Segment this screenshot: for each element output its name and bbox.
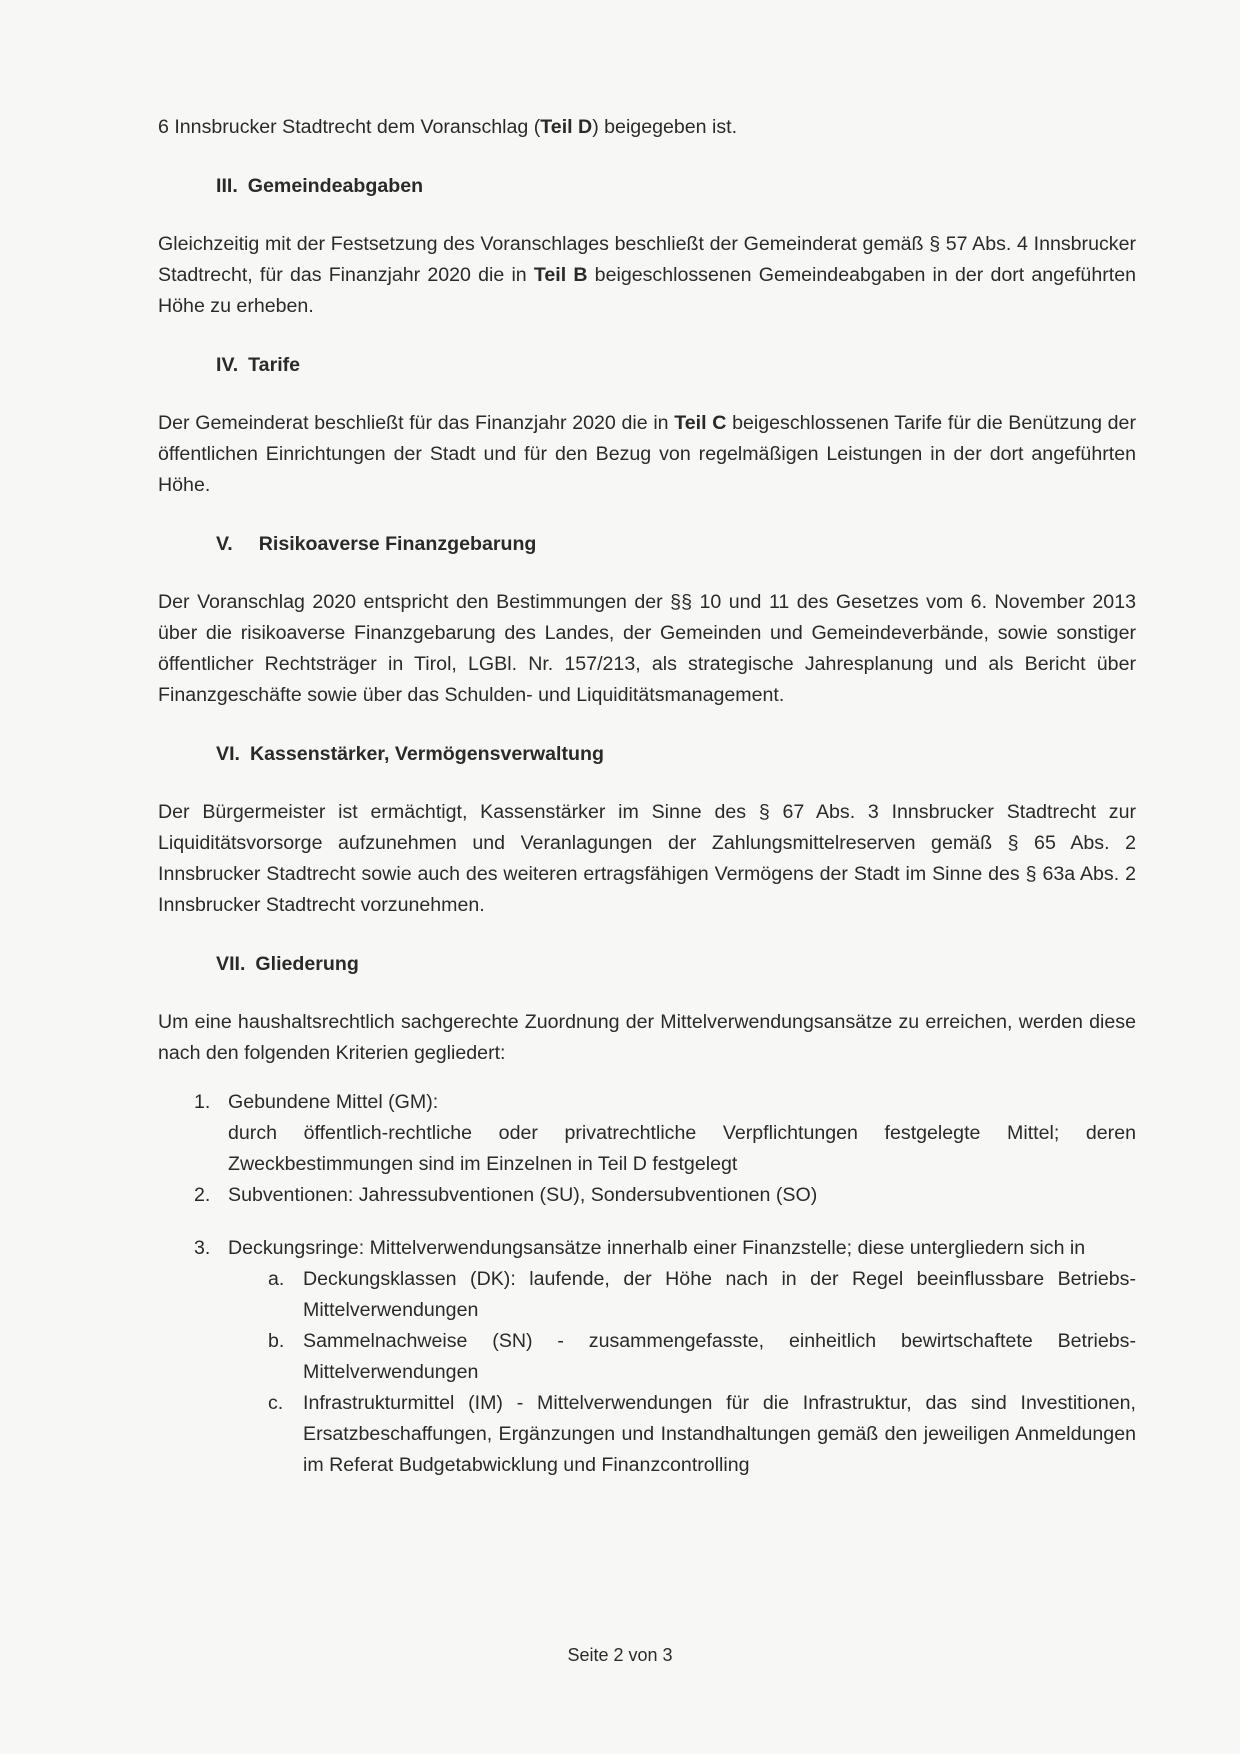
- section-heading-kassenstaerker: [216, 739, 1136, 770]
- list-item-text: Deckungsringe: Mittelverwendungsansätze innerhalb einer Finanzstelle; diese untergliedern sich in: [228, 1237, 1086, 1259]
- list-item-text: durch öffentlich-rechtliche oder privatrechtliche Verpflichtungen festgelegte Mittel; deren Zweckbestimmungen sind im Einzelnen in Teil D festgelegt: [228, 1122, 1136, 1175]
- sub-list-item: [228, 1326, 1136, 1388]
- section-number: VII.: [216, 953, 246, 975]
- section-number: VI.: [216, 743, 240, 765]
- list-item-text: Subventionen: Jahressubventionen (SU), Sondersubventionen (SO): [228, 1184, 818, 1206]
- sub-list-item: [228, 1388, 1136, 1481]
- paragraph-bold: Teil C: [674, 412, 727, 434]
- sub-list-marker: b.: [268, 1330, 285, 1352]
- intro-paragraph: [158, 112, 1136, 143]
- paragraph-bold: Teil B: [533, 264, 588, 286]
- sub-list-marker: c.: [268, 1392, 284, 1414]
- paragraph-text: Gleichzeitig mit der Festsetzung des Voranschlages beschließt der Gemeinderat gemäß § 57 Abs. 4 Innsbrucker Stadtrecht, für das Finanzjahr 2020 die in: [158, 233, 1136, 286]
- list-item: [158, 1233, 1136, 1481]
- section-paragraph-kassenstaerker: Der Bürgermeister ist ermächtigt, Kassenstärker im Sinne des § 67 Abs. 3 Innsbrucker Stadtrecht zur Liquiditätsvorsorge aufzunehmen und Veranlagungen der Zahlungsmittelreserven gemäß § 65 Abs. 2 Innsbrucker Stadtrecht sowie auch des weiteren ertragsfähigen Vermögens der Stadt im Sinne des § 63a Abs. 2 Innsbrucker Stadtrecht vorzunehmen.: [158, 801, 1136, 916]
- intro-text-bold: Teil D: [540, 116, 593, 138]
- sub-list-item-text: Sammelnachweise (SN) - zusammengefasste, einheitlich bewirtschaftete Betriebs-Mittelverwendungen: [303, 1330, 1136, 1383]
- section-paragraph-tarife: [158, 408, 1136, 501]
- section-title: Gemeindeabgaben: [247, 175, 424, 197]
- sub-list-item: [228, 1264, 1136, 1326]
- sub-list-marker: a.: [268, 1268, 285, 1290]
- list-item-body: [228, 1087, 1136, 1180]
- paragraph-text: beigeschlossenen Tarife für die Benützung der öffentlichen Einrichtungen der Stadt und für den Bezug von regelmäßigen Leistungen in der dort angeführten Höhe.: [158, 412, 1136, 496]
- section-paragraph-risikoaverse-finanzgebarung: Der Voranschlag 2020 entspricht den Bestimmungen der §§ 10 und 11 des Gesetzes vom 6. November 2013 über die risikoaverse Finanzgebarung des Landes, der Gemeinden und Gemeindeverbände, sowie sonstiger öffentlicher Rechtsträger in Tirol, LGBl. Nr. 157/213, als strategische Jahresplanung und als Bericht über Finanzgeschäfte sowie über das Schulden- und Liquiditätsmanagement.: [158, 591, 1136, 706]
- section-title: Risikoaverse Finanzgebarung: [258, 533, 537, 555]
- page-footer: Seite 2 von 3: [567, 1645, 673, 1665]
- list-marker: 1.: [194, 1091, 211, 1113]
- sub-list-item-text: Infrastrukturmittel (IM) - Mittelverwendungen für die Infrastruktur, das sind Investitionen, Ersatzbeschaffungen, Ergänzungen und Instandhaltungen gemäß den jeweiligen Anmeldungen im Referat Budgetabwicklung und Finanzcontrolling: [303, 1392, 1136, 1476]
- list-item-body: [228, 1233, 1136, 1481]
- document-body: [158, 112, 1136, 1481]
- list-item: [158, 1087, 1136, 1180]
- section-title: Tarife: [248, 354, 301, 376]
- sub-list: [228, 1264, 1136, 1481]
- section-title: Kassenstärker, Vermögensverwaltung: [249, 743, 604, 765]
- section-paragraph-gemeindeabgaben: [158, 229, 1136, 322]
- list-marker: 2.: [194, 1184, 211, 1206]
- section-heading-gliederung: [216, 949, 1136, 980]
- paragraph-text: beigeschlossenen Gemeindeabgaben in der dort angeführten Höhe zu erheben.: [158, 264, 1136, 317]
- section-number: IV.: [216, 354, 239, 376]
- section-paragraph-gliederung: Um eine haushaltsrechtlich sachgerechte Zuordnung der Mittelverwendungsansätze zu erreichen, werden diese nach den folgenden Kriterien gegliedert:: [158, 1011, 1136, 1064]
- section-number: V.: [216, 533, 233, 555]
- section-heading-gemeindeabgaben: [216, 171, 1136, 202]
- list-item: [158, 1180, 1136, 1211]
- section-number: III.: [216, 175, 238, 197]
- intro-text-pre: 6 Innsbrucker Stadtrecht dem Voranschlag (: [158, 116, 541, 138]
- sub-list-item-text: Deckungsklassen (DK): laufende, der Höhe nach in der Regel beeinflussbare Betriebs-Mittelverwendungen: [303, 1268, 1136, 1321]
- intro-text-post: ) beigegeben ist.: [592, 116, 738, 138]
- gliederung-list: [158, 1087, 1136, 1481]
- paragraph-text: Der Gemeinderat beschließt für das Finanzjahr 2020 die in: [158, 412, 675, 434]
- list-item-head: Gebundene Mittel (GM):: [228, 1091, 439, 1113]
- section-heading-risikoaverse-finanzgebarung: [216, 529, 1136, 560]
- section-heading-tarife: [216, 350, 1136, 381]
- list-marker: 3.: [194, 1237, 211, 1259]
- section-title: Gliederung: [255, 953, 359, 975]
